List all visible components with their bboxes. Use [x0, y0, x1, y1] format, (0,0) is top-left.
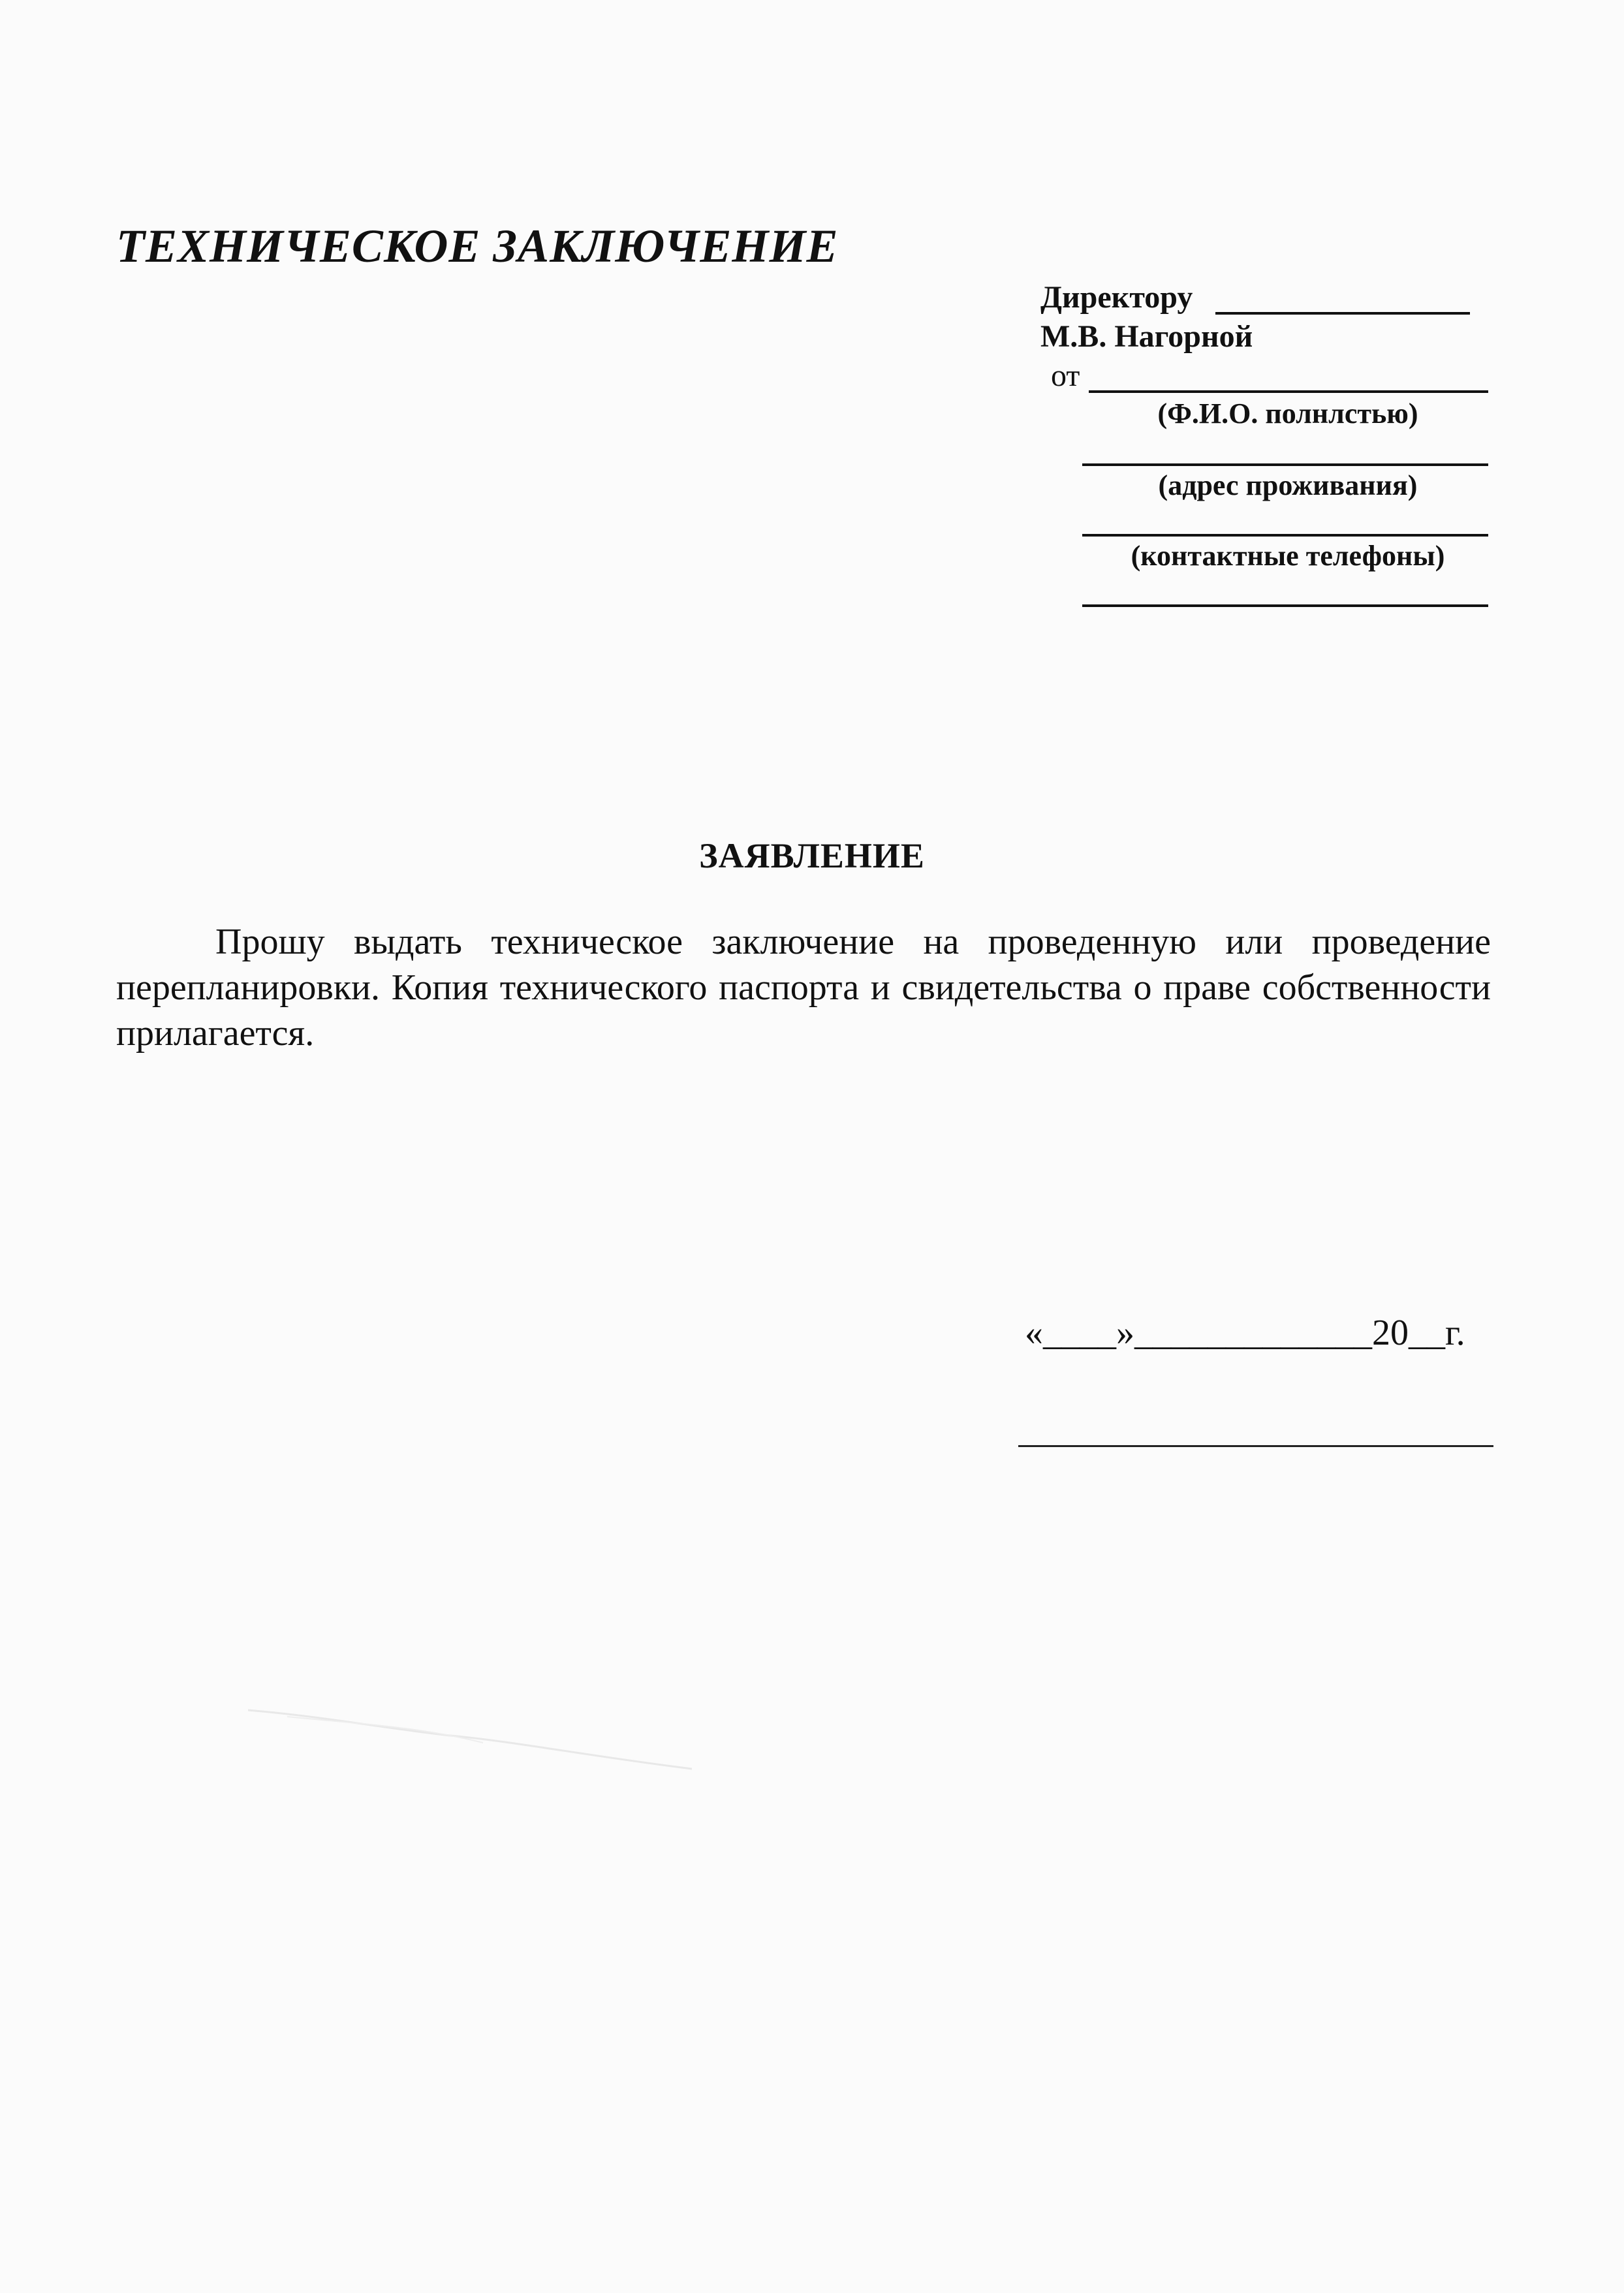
statement-heading: ЗАЯВЛЕНИЕ	[699, 836, 925, 875]
date-field: «____»_____________20__г.	[1025, 1313, 1465, 1353]
signature-line	[1018, 1445, 1493, 1447]
fullname-blank-line	[1089, 390, 1488, 393]
scan-smudge	[248, 1697, 705, 1775]
director-blank-line	[1215, 312, 1470, 315]
from-label: от	[1051, 358, 1080, 393]
address-blank-line	[1082, 463, 1488, 466]
fullname-caption: (Ф.И.О. полнлстью)	[1157, 398, 1418, 429]
phones-blank-line-1	[1082, 534, 1488, 537]
phones-blank-line-2	[1082, 604, 1488, 607]
statement-body: Прошу выдать техническое заключение на проведенную или проведение перепланировки. Копия технического паспорта и свидетельства о праве собственности прилагается.	[116, 922, 1491, 1053]
address-caption: (адрес проживания)	[1158, 469, 1418, 501]
document-title: ТЕХНИЧЕСКОЕ ЗАКЛЮЧЕНИЕ	[116, 220, 839, 272]
phones-caption: (контактные телефоны)	[1131, 540, 1445, 572]
addressee-director-label: Директору	[1040, 280, 1193, 315]
addressee-name: М.В. Нагорной	[1040, 319, 1253, 354]
